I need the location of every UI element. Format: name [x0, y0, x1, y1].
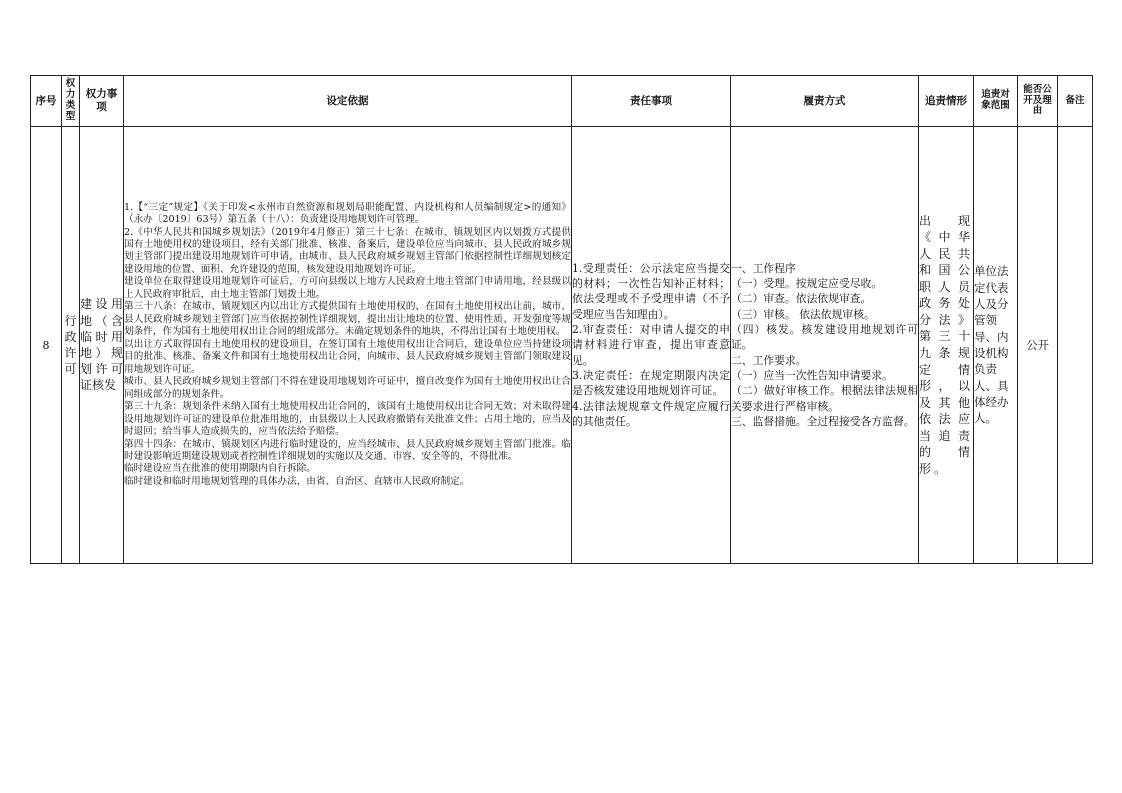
method-line: 三、监督措施。全过程接受各方监督。: [731, 414, 915, 428]
row-method: [731, 127, 919, 564]
method-line: （二）做好审核工作。根据法律法规相关要求进行严格审核。: [731, 384, 918, 413]
header-type: 权力类型: [62, 76, 80, 127]
basis-paragraph: 以出让方式取得国有土地使用权的建设项目，在签订国有土地使用权出让合同后，建设单位应当持建设项目的批准、核准、备案文件和国有土地使用权出让合同，向城市、县人民政府城乡规划主管部门领取建设用地规划许可证。: [124, 338, 571, 375]
method-line: （一）受理。按规定应受尽收。: [731, 277, 883, 291]
header-remark: 备注: [1058, 76, 1093, 127]
method-line: （一）应当一次性告知申请要求。: [731, 368, 893, 382]
row-item: 建设用地（含临时用地）规划许可证核发: [80, 127, 124, 564]
power-list-table: [30, 75, 1093, 564]
method-line: （三）审核。 依法依规审核。: [731, 307, 875, 321]
basis-paragraph: 临时建设应当在批准的使用期限内自行拆除。: [124, 463, 316, 475]
row-remark: [1058, 127, 1093, 564]
row-basis: [124, 127, 572, 564]
header-basis: 设定依据: [124, 76, 572, 127]
basis-paragraph: 城市、县人民政府城乡规划主管部门不得在建设用地规划许可证中，擅自改变作为国有土地使用权出让合同组成部分的规划条件。: [124, 376, 571, 400]
row-responsibility: [572, 127, 731, 564]
header-seq: 序号: [31, 76, 62, 127]
basis-paragraph: 2.《中华人民共和国城乡规划法》（2019年4月修正）第三十七条：在城市、镇规划区内以划拨方式提供国有土地使用权的建设项目，经有关部门批准、核准、备案后，建设单位应当向城市、县人民政府城乡规划主管部门提出建设用地规划许可申请，由城市、县人民政府城乡规划主管部门依据控制性详细规划核定建设用地的位置、面积、允许建设的范围，核发建设用地规划许可证。: [124, 226, 571, 275]
method-line: 一、工作程序: [731, 261, 796, 275]
basis-paragraph: 第三十九条：规划条件未纳入国有土地使用权出让合同的，该国有土地使用权出让合同无效；对未取得建设用地规划许可证的建设单位批准用地的，由县级以上人民政府撤销有关批准文件；占用土地的，应当及时退回；给当事人造成损失的，应当依法给予赔偿。: [124, 401, 571, 438]
responsibility-item: 3.决定责任：在规定期限内决定是否核发建设用地规划许可证。: [572, 368, 730, 398]
row-liability: 出现《中华人民共和国公职人员政务处分法》第三十九条规定情形，以及其他依法应当追责的情形。: [919, 127, 974, 564]
row-type: 行政许可: [62, 127, 80, 564]
row-public: 公开: [1018, 127, 1058, 564]
header-liability: 追责情形: [919, 76, 974, 127]
basis-paragraph: 临时建设和临时用地规划管理的具体办法，由省、自治区、直辖市人民政府制定。: [124, 475, 470, 487]
responsibility-item: 4.法律法规规章文件规定应履行的其他责任。: [572, 399, 730, 428]
basis-paragraph: 第四十四条：在城市、镇规划区内进行临时建设的，应当经城市、县人民政府城乡规划主管部门批准。临时建设影响近期建设规划或者控制性详细规划的实施以及交通、市容、安全等的，不得批准。: [124, 438, 571, 462]
basis-paragraph: 第三十八条：在城市、镇规划区内以出让方式提供国有土地使用权的，在国有土地使用权出让前，城市、县人民政府城乡规划主管部门应当依据控制性详细规划，提出出让地块的位置、使用性质、开发强度等规划条件，作为国有土地使用权出让合同的组成部分。未确定规划条件的地块，不得出让国有土地使用权。: [124, 301, 571, 338]
header-row: [31, 76, 1093, 127]
header-responsibility: 责任事项: [572, 76, 731, 127]
basis-paragraph: 建设单位在取得建设用地规划许可证后，方可向县级以上地方人民政府土地主管部门申请用地，经县级以上人民政府审批后，由土地主管部门划拨土地。: [124, 276, 571, 300]
method-line: （二）审查。依法依规审查。: [731, 292, 872, 306]
header-scope: 追责对象范围: [974, 76, 1018, 127]
header-method: 履责方式: [731, 76, 919, 127]
method-line: （四）核发。核发建设用地规划许可证。: [731, 323, 918, 352]
method-line: 二、工作要求。: [731, 353, 807, 367]
responsibility-item: 2.审查责任：对申请人提交的申请材料进行审查，提出审查意见。: [572, 323, 730, 367]
responsibility-item: 1.受理责任：公示法定应当提交的材料；一次性告知补正材料；依法受理或不予受理申请（不予受理应当告知理由）。: [572, 261, 730, 321]
row-scope: 单位法定代表人及分管领导、内设机构负责人、具体经办人。: [974, 127, 1018, 564]
row-seq: 8: [31, 127, 62, 564]
header-public: 能否公开及理由: [1018, 76, 1058, 127]
header-item: 权力事项: [80, 76, 124, 127]
table-row: [31, 127, 1093, 564]
basis-paragraph: 1.【“三定”规定】《关于印发<永州市自然资源和规划局职能配置、内设机构和人员编制规定>的通知》（永办〔2019〕63号）第五条（十八）：负责建设用地规划许可管理。: [124, 201, 571, 226]
